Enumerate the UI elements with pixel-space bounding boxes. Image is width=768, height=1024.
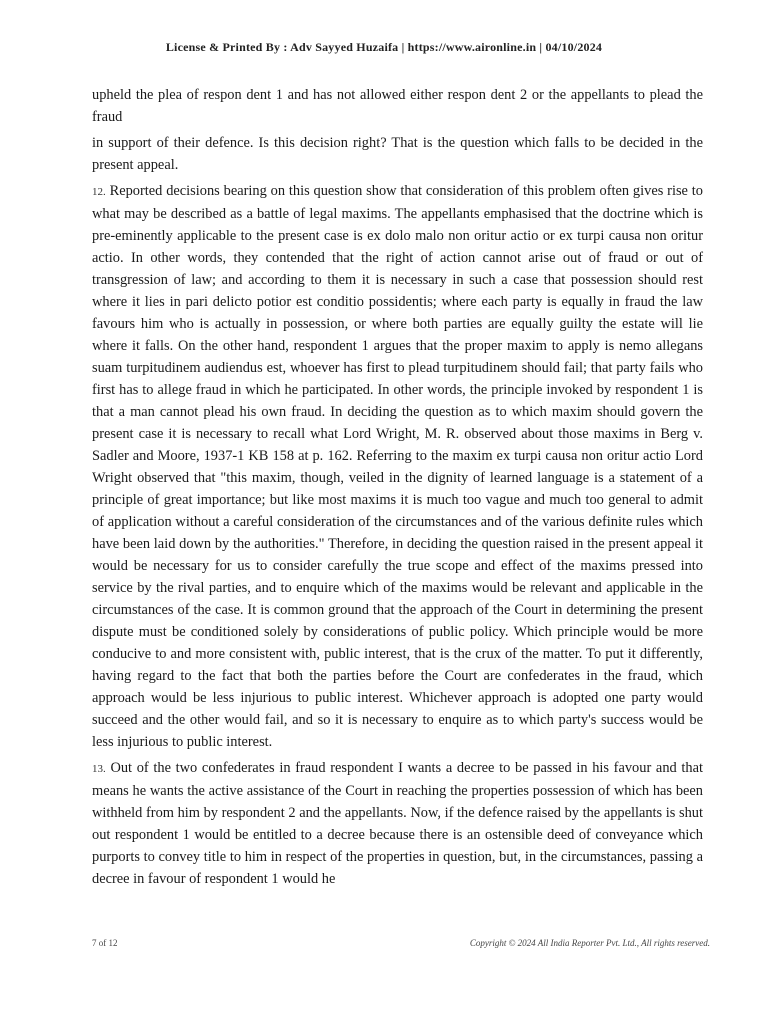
paragraph-text: upheld the plea of respon dent 1 and has not allowed either respon dent 2 or the appellants to plead the fraud	[92, 87, 703, 125]
paragraph-text: in support of their defence. Is this decision right? That is the question which falls to be decided in the present appeal.	[92, 135, 703, 173]
license-header: License & Printed By : Adv Sayyed Huzaifa | https://www.aironline.in | 04/10/2024	[165, 40, 603, 54]
page-number: 7 of 12	[92, 938, 118, 948]
paragraph-text: Reported decisions bearing on this question show that consideration of this problem often gives rise to what may be described as a battle of legal maxims. The appellants emphasised that the doctrine which is pre-eminently applicable to the present case is ex dolo malo non oritur actio or ex turpi causa non oritur actio. In other words, they contended that the right of action cannot arise out of fraud or out of transgression of law; and according to them it is necessary in such a case that possession should rest where it lies in pari delicto potior est conditio possidentis; where each party is equally in fraud the law favours him who is actually in possession, or where both parties are equally guilty the estate will lie where it falls. On the other hand, respondent 1 argues that the proper maxim to apply is nemo allegans suam turpitudinem audiendus est, whoever has first to plead turpitudinem should fail; that party fails who first has to allege fraud in which he participated. In other words, the principle invoked by respondent 1 is that a man cannot plead his own fraud. In deciding the question as to which maxim should govern the present case it is necessary to recall what Lord Wright, M. R. observed about those maxims in Berg v. Sadler and Moore, 1937-1 KB 158 at p. 162. Referring to the maxim ex turpi causa non oritur actio Lord Wright observed that "this maxim, though, veiled in the dignity of learned language is a statement of a principle of great importance; but like most maxims it is much too vague and much too general to admit of application without a careful consideration of the circumstances and of the various definite rules which have been laid down by the authorities." Therefore, in deciding the question raised in the present appeal it would be necessary for us to consider carefully the true scope and effect of the maxims pressed into service by the rival parties, and to enquire which of the maxims would be relevant and applicable in the circumstances of the case. It is common ground that the approach of the Court in determining the present dispute must be conditioned solely by considerations of public policy. Which principle would be more conducive to and more consistent with, public interest, that is the crux of the matter. To put it differently, having regard to the fact that both the parties before the Court are confederates in the fraud, which approach would be less injurious to public interest. Whichever approach is adopted one party would succeed and the other would fail, and so it is necessary to enquire as to which party's success would be less injurious to public interest.	[92, 183, 703, 750]
paragraph-12	[92, 180, 703, 753]
paragraph-13	[92, 757, 703, 890]
paragraph-number: 13.	[92, 763, 106, 775]
document-body	[92, 84, 703, 894]
paragraph-text: Out of the two confederates in fraud respondent I wants a decree to be passed in his favour and that means he wants the active assistance of the Court in reaching the properties possession of which has been withheld from him by respondent 2 and the appellants. Now, if the defence raised by the appellants is shut out respondent 1 would be entitled to a decree because there is an ostensible deed of conveyance which purports to convey title to him in respect of the properties in question, but, in the circumstances, passing a decree in favour of respondent 1 would he	[92, 760, 703, 887]
paragraph-continuation	[92, 132, 703, 176]
copyright-notice: Copyright © 2024 All India Reporter Pvt. Ltd., All rights reserved.	[469, 938, 710, 948]
paragraph-continuation	[92, 84, 703, 128]
paragraph-number: 12.	[92, 186, 106, 198]
